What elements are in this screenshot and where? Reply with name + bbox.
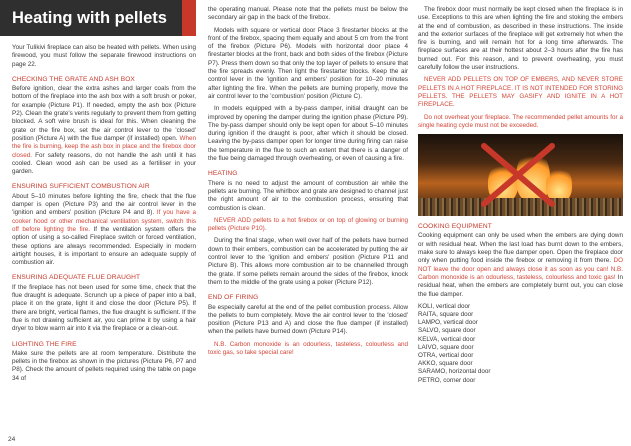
prohibited-x-icon — [478, 140, 558, 210]
heading-end-of-firing: END OF FIRING — [208, 294, 259, 302]
list-item: AKKO, square door — [418, 360, 473, 368]
heading-heating: HEATING — [208, 170, 238, 178]
overheat-warning: Do not overheat your fireplace. The recommended pellet amounts for a single heating cycle must not be exceeded. — [418, 113, 623, 129]
combustion-air-text: About 5–10 minutes before lighting the fire, check that the flue damper is open (Picture P3) and the air control lever in the 'ignition and embers' position (Picture P4 and 8). If you have a cooker hood or other mechanical ventilation system, switch this off before lighting the fire. If the ventilation system offers the option of using a so-called Fireplace switch or forced ventilation, these options are always recommended. Especially in modern airtight houses, it is important to ensure an adequate supply of combustion air. — [12, 192, 197, 267]
combustion-air-warning: If you have a cooker hood or other mechanical ventilation system, switch this off before lighting the fire. — [12, 209, 196, 233]
flue-draught-text: If the fireplace has not been used for some time, check that the flue draught is adequate. Scrunch up a piece of paper into a ball, place it on the grate, light it and close the door (Picture P5). If there are bright, vertical flames, the flue draught is sufficient. If the flue is not drawing sufficient air, you can prime it by using a hair dryer to blow warm air into it via the fireplace or a clean-out. — [12, 283, 196, 333]
intro-text: Your Tulikivi fireplace can also be heated with pellets. When using firewood, you must follow the separate firewood instructions on page 22. — [12, 44, 196, 68]
model-list — [418, 303, 623, 385]
heading-lighting: LIGHTING THE FIRE — [12, 340, 77, 348]
list-item: LAMPO, vertical door — [418, 319, 478, 327]
column-right — [418, 6, 623, 385]
mid-text-3: In models equipped with a by-pass damper, initial draught can be improved by opening the damper during the ignition phase (Picture P9). The by-pass damper should only be kept open for about 5–10 minutes during ignition if the draught is poor, after which it should be closed. Leaving the by-pass damper open for longer time during firing can raise the temperature in the flue to such an extent that there is a danger of the flue being damaged through overheating, or even of causing a fire. — [208, 105, 408, 163]
column-left — [0, 0, 196, 387]
lighting-text: Make sure the pellets are at room temperature. Distribute the pellets in the firebox as shown in the pictures (Picture P6, P7 and P8). Check the amount of pellets required using the table on page 34 of — [12, 349, 196, 382]
page-number: 24 — [8, 436, 16, 443]
heading-flue-draught: ENSURING ADEQUATE FLUE DRAUGHT — [12, 274, 141, 282]
heading-combustion-air: ENSURING SUFFICIENT COMBUSTION AIR — [12, 183, 150, 191]
heating-warning: NEVER ADD pellets to a hot firebox or on top of glowing or burning pellets (Picture P10). — [208, 216, 408, 233]
list-item: KOLI, vertical door — [418, 302, 471, 310]
list-item: PETRO, corner door — [418, 376, 476, 384]
list-item: SARAMO, horizontal door — [418, 368, 491, 376]
list-item: RAITA, square door — [418, 311, 474, 319]
grate-text: Before ignition, clear the extra ashes and larger coals from the bottom of the fireplace into the ash box with a soft brush or poker, for example (Picture P1). If needed, empty the ash box (Picture P2). Clean the grate's vents regularly to prevent them from getting blocked. A soft wire brush is ideal for this. When cleaning the grate or the fire box, set the air control lever to the 'closed' position (Picture A) with the flue damper (if installed) open. When the fire is burning, keep the ash box in place and the firebox door closed. For safety reasons, do not handle the ash until it has cooled. Clean wood ash can be used as a fertiliser in your garden. — [12, 85, 196, 176]
heating-text-1: There is no need to adjust the amount of combustion air while the pellets are burning. The whirlbox and grate are designed to channel just the right amount of air to the combustion process, ensuring that combustion is clean. — [208, 179, 408, 212]
list-item: SALVO, square door — [418, 327, 476, 335]
end-firing-warning: N.B. Carbon monoxide is an odourless, tasteless, colourless and toxic gas, so take special care! — [208, 340, 408, 356]
grate-warning: When the fire is burning, keep the ash box in place and the firebox door closed. — [12, 134, 196, 159]
list-item: OTRA, vertical door — [418, 352, 474, 360]
cooking-text: Cooking equipment can only be used when the embers are dying down or with residual heat. When the last load has burnt down to the embers, make sure to always keep the flue damper open. Open the fireplace door only when putting food inside the firebox or removing it from there. DO NOT leave the door open and always close it as soon as you can! N.B. Carbon monoxide is an odourless, tasteless, colourless and toxic gas! In residual heat, when the embers are completely burnt out, you can close the flue damper. — [418, 232, 624, 298]
column-middle — [208, 6, 408, 361]
mid-text-1: the operating manual. Please note that the pellets must be below the secondary air gap in the back of the firebox. — [208, 6, 408, 22]
list-item: LAIVO, square door — [418, 343, 474, 351]
pellet-fire-photo — [418, 134, 623, 216]
cooking-warning: DO NOT leave the door open and always close it as soon as you can! N.B. Carbon monoxide is an odourless, tasteless, colourless and toxic gas! — [418, 257, 623, 281]
heading-cooking: COOKING EQUIPMENT — [418, 223, 492, 231]
page-title: Heating with pellets — [0, 0, 196, 36]
heading-grate: CHECKING THE GRATE AND ASH BOX — [12, 75, 135, 83]
list-item: KELVA, vertical door — [418, 335, 476, 343]
end-firing-text: Be especially careful at the end of the pellet combustion process. Allow the pellets to burn completely. Move the air control lever to the 'closed' position (Picture P13 and A) and close the flue damper (if installed) when the pellets have burned down (Picture P14). — [208, 303, 408, 336]
storage-warning: NEVER ADD PELLETS ON TOP OF EMBERS, AND NEVER STORE PELLETS IN A HOT FIREPLACE. IT IS NOT INTENDED FOR STORING PELLETS. THE PELLETS MAY GASIFY AND IGNITE IN A HOT FIREPLACE. — [418, 76, 623, 109]
mid-text-2: Models with square or vertical door Place 3 firestarter blocks at the front of the firebox, spacing them equally and about 5 cm from the front of the firebox (Picture P6). Models with horizontal door place 4 firestarter blocks at the front, back and both sides of the firebox (Picture P7). Press them down so that only the top layer of pellets to ensure that the fire spreads evenly. Then light the firestarter blocks. Keep the air control lever in the 'ignition and embers' position for 10–20 minutes after lighting the fire. When the pellets are burning properly, move the air control lever to the 'combustion' position (Picture C). — [208, 26, 408, 100]
heating-text-2: During the final stage, when well over half of the pellets have burned down to their embers, combustion can be accelerated by putting the air control lever to the 'ignition and embers' position (Picture P11 and Picture B). This allows more combustion air to be channelled through the grate. If some pellets remain around the sides of the firebox, knock them to the middle of the grate using a poker (Picture P12). — [208, 237, 408, 286]
right-text-1: The firebox door must normally be kept closed when the fireplace is in use. Exceptions to this are when lighting the fire and stoking the embers at the end of combustion, as described in these instructions. The inside and the exterior surfaces of the fireplace will get extremely hot when the fire is burning, and will remain hot for a long time afterwards. The fireplace surfaces are at their hottest about 2–3 hours after the fire has burned out. For this reason, and to prevent overheating, you must carefully follow the user instructions. — [418, 6, 623, 72]
